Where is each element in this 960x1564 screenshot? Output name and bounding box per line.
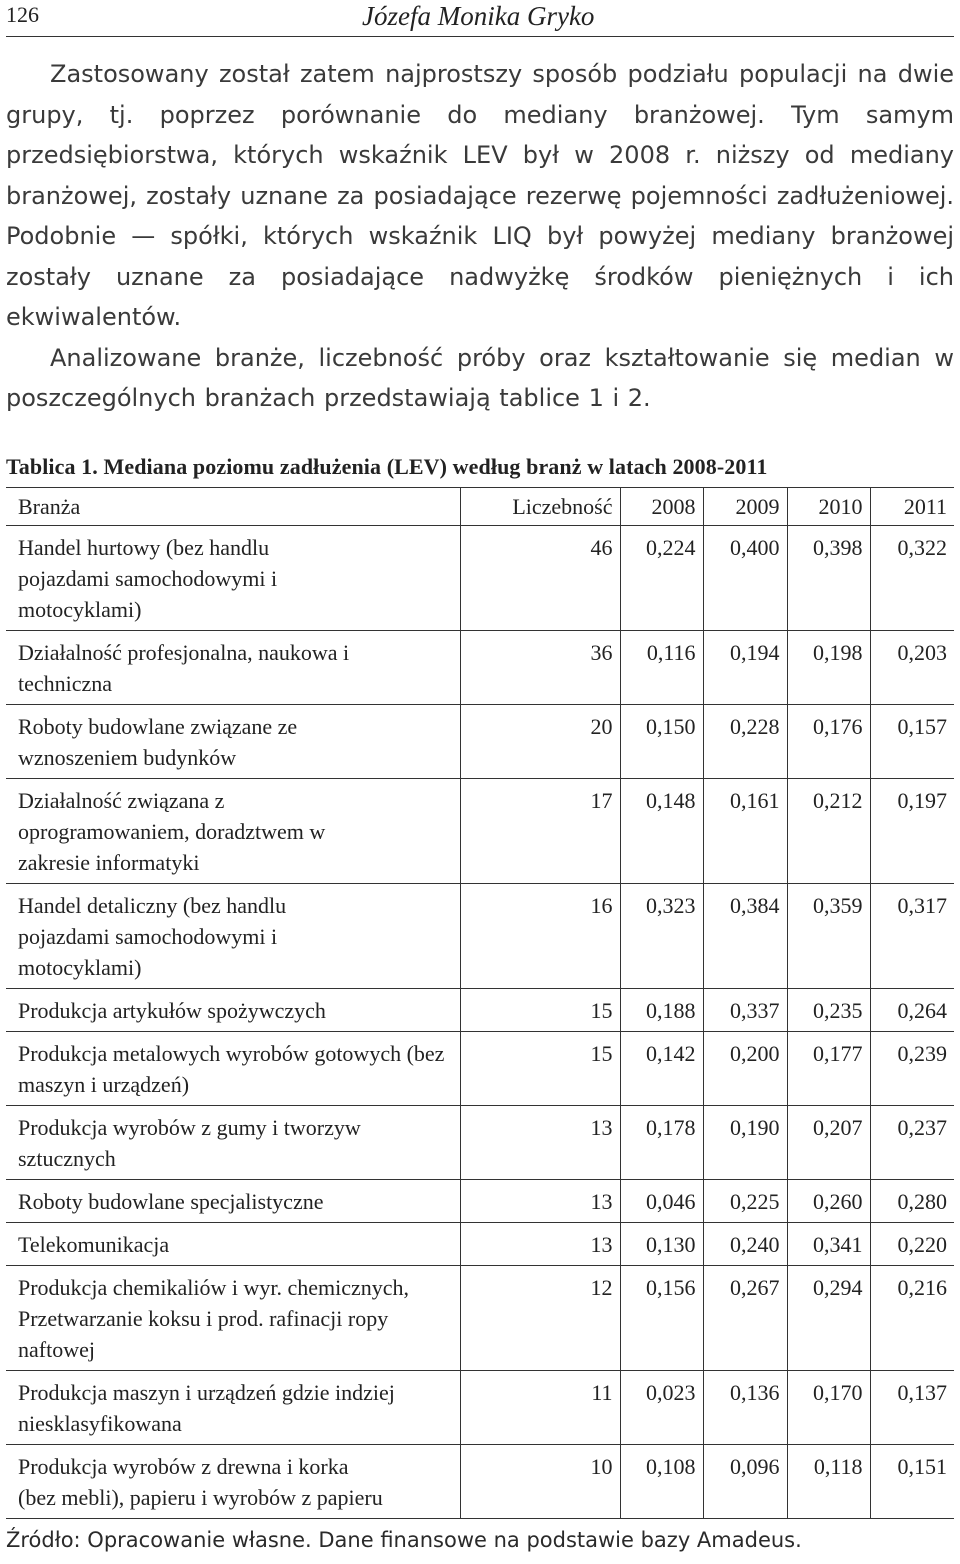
value-2010: 0,341 <box>787 1223 870 1266</box>
value-2009: 0,190 <box>703 1106 787 1180</box>
value-2009: 0,228 <box>703 705 787 779</box>
value-2011: 0,220 <box>870 1223 954 1266</box>
table-row <box>6 1266 954 1371</box>
running-author: Józefa Monika Gryko <box>362 1 595 31</box>
lev-median-table <box>6 487 954 1519</box>
count-cell: 12 <box>460 1266 620 1371</box>
table-header-row <box>6 488 954 526</box>
industry-name: Produkcja metalowych wyrobów gotowych (bez maszyn i urządzeń) <box>6 1032 460 1106</box>
industry-name: Produkcja artykułów spożywczych <box>6 989 460 1032</box>
value-2010: 0,170 <box>787 1371 870 1445</box>
count-cell: 10 <box>460 1445 620 1519</box>
table-row <box>6 1223 954 1266</box>
table-row <box>6 1180 954 1223</box>
value-2011: 0,322 <box>870 526 954 631</box>
value-2011: 0,237 <box>870 1106 954 1180</box>
value-2008: 0,116 <box>620 631 703 705</box>
header-2011: 2011 <box>870 488 954 526</box>
value-2011: 0,239 <box>870 1032 954 1106</box>
value-2008: 0,142 <box>620 1032 703 1106</box>
value-2011: 0,197 <box>870 779 954 884</box>
value-2011: 0,157 <box>870 705 954 779</box>
header-2008: 2008 <box>620 488 703 526</box>
value-2009: 0,136 <box>703 1371 787 1445</box>
count-cell: 15 <box>460 1032 620 1106</box>
value-2010: 0,260 <box>787 1180 870 1223</box>
count-cell: 36 <box>460 631 620 705</box>
value-2009: 0,096 <box>703 1445 787 1519</box>
header-liczebnosc: Liczebność <box>460 488 620 526</box>
value-2011: 0,280 <box>870 1180 954 1223</box>
table-caption: Tablica 1. Mediana poziomu zadłużenia (LEV) według branż w latach 2008-2011 <box>6 454 768 479</box>
value-2009: 0,194 <box>703 631 787 705</box>
table-row <box>6 779 954 884</box>
value-2008: 0,178 <box>620 1106 703 1180</box>
value-2010: 0,176 <box>787 705 870 779</box>
table-row <box>6 1371 954 1445</box>
value-2009: 0,225 <box>703 1180 787 1223</box>
value-2011: 0,203 <box>870 631 954 705</box>
table-row <box>6 989 954 1032</box>
value-2010: 0,235 <box>787 989 870 1032</box>
industry-name: Działalność profesjonalna, naukowa i techniczna <box>6 631 460 705</box>
value-2010: 0,359 <box>787 884 870 989</box>
value-2009: 0,400 <box>703 526 787 631</box>
value-2009: 0,384 <box>703 884 787 989</box>
industry-name: Produkcja maszyn i urządzeń gdzie indziej niesklasyfikowana <box>6 1371 460 1445</box>
value-2008: 0,323 <box>620 884 703 989</box>
table-row <box>6 1106 954 1180</box>
value-2008: 0,156 <box>620 1266 703 1371</box>
value-2008: 0,188 <box>620 989 703 1032</box>
count-cell: 20 <box>460 705 620 779</box>
value-2009: 0,200 <box>703 1032 787 1106</box>
value-2011: 0,317 <box>870 884 954 989</box>
value-2008: 0,108 <box>620 1445 703 1519</box>
count-cell: 13 <box>460 1223 620 1266</box>
table-row <box>6 526 954 631</box>
value-2011: 0,151 <box>870 1445 954 1519</box>
count-cell: 46 <box>460 526 620 631</box>
value-2011: 0,137 <box>870 1371 954 1445</box>
header-branza: Branża <box>6 488 460 526</box>
count-cell: 16 <box>460 884 620 989</box>
value-2008: 0,150 <box>620 705 703 779</box>
value-2011: 0,216 <box>870 1266 954 1371</box>
table-row <box>6 884 954 989</box>
page-number: 126 <box>6 2 39 27</box>
value-2010: 0,294 <box>787 1266 870 1371</box>
header-2009: 2009 <box>703 488 787 526</box>
value-2010: 0,398 <box>787 526 870 631</box>
value-2011: 0,264 <box>870 989 954 1032</box>
industry-name: Roboty budowlane związane ze wznoszeniem budynków <box>6 705 460 779</box>
count-cell: 15 <box>460 989 620 1032</box>
table-row <box>6 1032 954 1106</box>
table-row <box>6 1445 954 1519</box>
value-2008: 0,046 <box>620 1180 703 1223</box>
count-cell: 17 <box>460 779 620 884</box>
industry-name: Telekomunikacja <box>6 1223 460 1266</box>
value-2010: 0,207 <box>787 1106 870 1180</box>
value-2009: 0,161 <box>703 779 787 884</box>
industry-name: Handel hurtowy (bez handlu pojazdami samochodowymi i motocyklami) <box>6 526 460 631</box>
value-2009: 0,337 <box>703 989 787 1032</box>
running-header <box>6 0 954 37</box>
industry-name: Handel detaliczny (bez handlu pojazdami samochodowymi i motocyklami) <box>6 884 460 989</box>
body-text <box>6 54 954 419</box>
value-2008: 0,224 <box>620 526 703 631</box>
industry-name: Działalność związana z oprogramowaniem, doradztwem w zakresie informatyki <box>6 779 460 884</box>
industry-name: Roboty budowlane specjalistyczne <box>6 1180 460 1223</box>
header-2010: 2010 <box>787 488 870 526</box>
value-2010: 0,118 <box>787 1445 870 1519</box>
value-2008: 0,130 <box>620 1223 703 1266</box>
value-2010: 0,212 <box>787 779 870 884</box>
value-2008: 0,023 <box>620 1371 703 1445</box>
value-2009: 0,267 <box>703 1266 787 1371</box>
count-cell: 13 <box>460 1180 620 1223</box>
paragraph: Analizowane branże, liczebność próby oraz kształtowanie się median w poszczególnych branżach przedstawiają tablice 1 i 2. <box>6 343 954 412</box>
paragraph: Zastosowany został zatem najprostszy sposób podziału populacji na dwie grupy, tj. poprzez porównanie do mediany branżowej. Tym samym przedsiębiorstwa, których wskaźnik LEV był w 2008 r. niższy od mediany branżowej, zostały uznane za posiadające rezerwę pojemności zadłużeniowej. Podobnie — spółki, których wskaźnik LIQ był powyżej mediany branżowej zostały uznane za posiadające nadwyżkę środków pieniężnych i ich ekwiwalentów. <box>6 60 954 331</box>
value-2010: 0,177 <box>787 1032 870 1106</box>
industry-name: Produkcja wyrobów z drewna i korka (bez mebli), papieru i wyrobów z papieru <box>6 1445 460 1519</box>
industry-name: Produkcja chemikaliów i wyr. chemicznych, Przetwarzanie koksu i prod. rafinacji ropy naftowej <box>6 1266 460 1371</box>
count-cell: 11 <box>460 1371 620 1445</box>
table-row <box>6 705 954 779</box>
industry-name: Produkcja wyrobów z gumy i tworzyw sztucznych <box>6 1106 460 1180</box>
table-source-note: Źródło: Opracowanie własne. Dane finansowe na podstawie bazy Amadeus. <box>6 1528 802 1552</box>
table-row <box>6 631 954 705</box>
value-2010: 0,198 <box>787 631 870 705</box>
count-cell: 13 <box>460 1106 620 1180</box>
value-2008: 0,148 <box>620 779 703 884</box>
value-2009: 0,240 <box>703 1223 787 1266</box>
